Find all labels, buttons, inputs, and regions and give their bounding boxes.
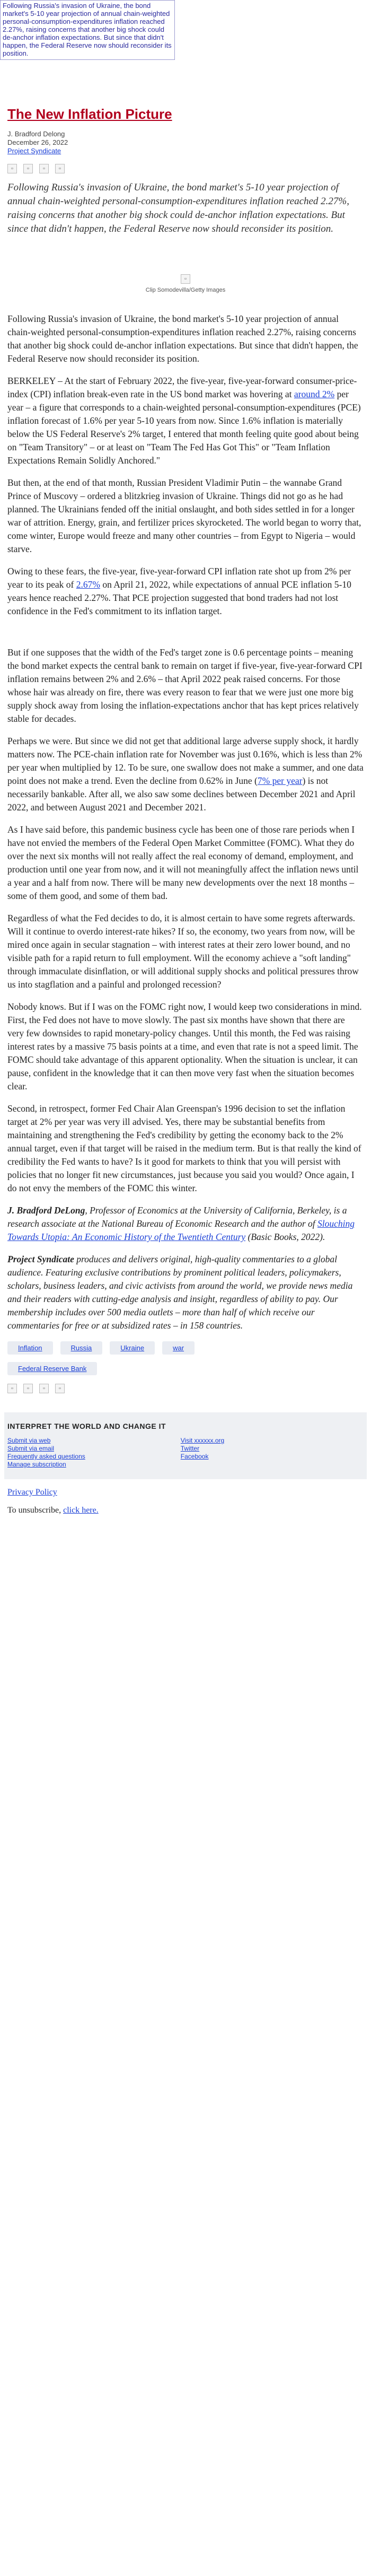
article-card: [4, 106, 367, 1524]
source-link[interactable]: Project Syndicate: [7, 147, 61, 155]
share-icon-4[interactable]: ▫: [55, 164, 65, 173]
paragraph-9: Nobody knows. But if I was on the FOMC right now, I would keep two considerations in mind. First, the Fed does not have to move slowly. The past six months have shown that there are very few downsides to rapid monetary-policy changes. Until this month, the Fed was raising interest rates by a massive 75 basis points at a time, and even that rate is not a speed limit. The FOMC should take advantage of this apparent optionality. When the situation is unclear, it can pause, confident in the knowledge that it can then move very fast when the situation becomes clear.: [7, 1001, 362, 1091]
paragraph-5: But if one supposes that the width of the Fed's target zone is 0.6 percentage points – meaning the bond market expects the central bank to remain on target if five-year, five-year-forward CPI inflation remains between 2% and 2.6% – that April 2022 peak raised concerns. For those whose hair was already on fire, there was every reason to fear that we were just one more big supply shock away from losing the inflation-expectations anchor that has kept prices relatively stable for decades.: [7, 647, 363, 724]
unsubscribe-line: To unsubscribe, click here.: [7, 1506, 99, 1515]
image-placeholder-icon: ▫: [181, 274, 190, 284]
tag-federal-reserve[interactable]: Federal Reserve Bank: [7, 1362, 97, 1375]
footer-link-submit-email[interactable]: Submit via email: [7, 1445, 55, 1452]
inline-link-around-2[interactable]: around 2%: [294, 389, 335, 399]
paragraph-6: Perhaps we were. But since we did not get that additional large adverse supply shock, it hardly matters now. The PCE-chain inflation rate for November was just 0.16%, which is less than 2% per year when multiplied by 12. To be sure, one swallow does not make a summer, and one data point does not make a trend. Even the decline from 0.62% in June (7% per year) is not necessarily bankable. After all, we also saw some declines between December 2021 and April 2022, and between August 2021 and December 2021.: [7, 736, 364, 813]
share-icon-3[interactable]: ▫: [39, 164, 49, 173]
share-icon-bottom-1[interactable]: ▫: [7, 1384, 17, 1393]
share-icon-bottom-3[interactable]: ▫: [39, 1384, 49, 1393]
article-lede: Following Russia's invasion of Ukraine, the bond market's 5-10 year projection of annual chain-weighted personal-consumption-expenditures inflation reached 2.27%, raising concerns that another big shock could de-anchor inflation expectations. But since that didn't happen, the Federal Reserve now should reconsider its position.: [7, 182, 350, 234]
footer-link-visit-site[interactable]: Visit xxxxxx.org: [180, 1437, 225, 1444]
article-date: December 26, 2022: [7, 138, 68, 146]
author-bio: J. Bradford DeLong, Professor of Economics at the University of California, Berkeley, is a research associate at the National Bureau of Economic Research and the author of Slouching Towards Utopia: An Economic History of the Twentieth Century (Basic Books, 2022).: [7, 1205, 355, 1242]
tag-war[interactable]: war: [162, 1341, 195, 1355]
share-icon-bottom-2[interactable]: ▫: [23, 1384, 33, 1393]
paragraph-2: BERKELEY – At the start of February 2022, the five-year, five-year-forward consumer-price-index (CPI) inflation break-even rate in the US bond market was hovering at around 2% per year – a figure that corresponds to a chain-weighted personal-consumption-expenditures (PCE) inflation forecast of 1.6% per year 5-10 years from now. Since 1.6% inflation is materially below the US Federal Reserve's 2% target, I entered that month feeling quite good about being on "Team Transitory" – or at least on "Team The Fed Has Got This" or "Team Inflation Expectations Remain Solidly Anchored.": [7, 376, 361, 466]
tag-inflation[interactable]: Inflation: [7, 1341, 53, 1355]
share-icon-1[interactable]: ▫: [7, 164, 17, 173]
footer-heading: INTERPRET THE WORLD AND CHANGE IT: [7, 1422, 166, 1430]
footer-link-twitter[interactable]: Twitter: [180, 1445, 200, 1452]
preheader-text[interactable]: Following Russia's invasion of Ukraine, the bond market's 5-10 year projection of annual chain-weighted personal-consumption-expenditures inflation reached 2.27%, raising concerns that another big shock could de-anchor inflation expectations. But since that didn't happen, the Federal Reserve now should reconsider its position.: [0, 0, 175, 60]
footer-right-links: [181, 1437, 224, 1469]
share-row: [7, 164, 364, 173]
inline-link-7-percent[interactable]: 7% per year: [257, 775, 303, 786]
book-link[interactable]: Slouching Towards Utopia: An Economic History of the Twentieth Century: [7, 1218, 355, 1242]
inline-link-2-67[interactable]: 2.67%: [76, 579, 100, 590]
footer-link-submit-web[interactable]: Submit via web: [7, 1437, 51, 1444]
footer-link-faq[interactable]: Frequently asked questions: [7, 1453, 85, 1460]
article-image: [7, 242, 364, 293]
paragraph-4: Owing to these fears, the five-year, five-year-forward CPI inflation rate shot up from 2% per year to its peak of 2.67% on April 21, 2022, while expectations of annual PCE inflation 5-10 years hence reached 2.27%. That PCE projection suggested that bond traders had not lost confidence in the Fed's commitment to its inflation target.: [7, 566, 351, 616]
image-caption: Clip Somodevilla/Getty Images: [145, 287, 226, 293]
paragraph-7: As I have said before, this pandemic business cycle has been one of those rare periods when I have not envied the members of the Federal Open Market Committee (FOMC). What they do over the next six months will not really affect the real economy of demand, employment, and production until one year from now, and it will not meaningfully affect the inflation news until a year and a half from now. There will be many new developments over the next 18 months – some of them good, and some of them bad.: [7, 824, 359, 901]
unsubscribe-link[interactable]: click here.: [63, 1506, 99, 1515]
tag-ukraine[interactable]: Ukraine: [110, 1341, 155, 1355]
paragraph-8: Regardless of what the Fed decides to do, it is almost certain to have some regrets afterwards. Will it continue to overdo interest-rate hikes? If so, the economy, two years from now, will be mired once again in secular stagnation – with interest rates at their zero lower bound, and no visible path for a rapid return to full employment. Will the economy achieve a "soft landing" through immaculate disinflation, or will additional supply shocks and political pressures throw us into stagflation and a painful and prolonged recession?: [7, 913, 359, 990]
privacy-policy-link[interactable]: Privacy Policy: [7, 1488, 57, 1497]
article-title[interactable]: The New Inflation Picture: [7, 106, 172, 122]
footer-left-links: [7, 1437, 85, 1469]
article-author: J. Bradford Delong: [7, 130, 65, 138]
article-meta: [7, 130, 364, 155]
share-icon-bottom-4[interactable]: ▫: [55, 1384, 65, 1393]
ps-blurb: Project Syndicate produces and delivers original, high-quality commentaries to a global audience. Featuring exclusive contributions by prominent political leaders, policymakers, scholars, business leaders, and civic activists from around the world, we provide news media and their readers with cutting-edge analysis and insight, regardless of ability to pay. Our membership includes over 500 media outlets – more than half of which receive our commentaries for free or at subsidized rates – in 158 countries.: [7, 1254, 353, 1331]
paragraph-1: Following Russia's invasion of Ukraine, the bond market's 5-10 year projection of annual chain-weighted personal-consumption-expenditures inflation reached 2.27%, raising concerns that another big shock could de-anchor inflation expectations. But since that didn't happen, the Federal Reserve now should reconsider its position.: [7, 313, 358, 364]
share-icon-2[interactable]: ▫: [23, 164, 33, 173]
footer-band: [4, 1412, 367, 1479]
paragraph-10: Second, in retrospect, former Fed Chair Alan Greenspan's 1996 decision to set the inflation target at 2% per year was very ill advised. Yes, there may be substantial benefits from maintaining and strengthening the Fed's credibility by getting the economy back to the 2% annual target, even if that target will be raised in the medium term. But is that really the kind of credibility the Fed wants to have? Is it good for markets to think that you will persist with policies that no longer fit new circumstances, just because you said you would? Once again, I do not envy the members of the FOMC this winter.: [7, 1103, 361, 1193]
footer-link-manage-subscription[interactable]: Manage subscription: [7, 1461, 66, 1468]
tag-list: [7, 1341, 230, 1375]
paragraph-3: But then, at the end of that month, Russian President Vladimir Putin – the wannabe Grand Prince of Muscovy – ordered a blitzkrieg invasion of Ukraine. Things did not go as he had planned. The Ukrainians fended off the initial onslaught, and both sides settled in for a longer war of attrition. Energy, grain, and fertilizer prices skyrocketed. The world began to worry that, come winter, Europe would freeze and many other countries – from Egypt to Nigeria – would starve.: [7, 477, 361, 554]
bottom-links: [4, 1479, 367, 1524]
tag-russia[interactable]: Russia: [60, 1341, 103, 1355]
footer-link-facebook[interactable]: Facebook: [180, 1453, 209, 1460]
share-row-bottom: [7, 1384, 364, 1393]
